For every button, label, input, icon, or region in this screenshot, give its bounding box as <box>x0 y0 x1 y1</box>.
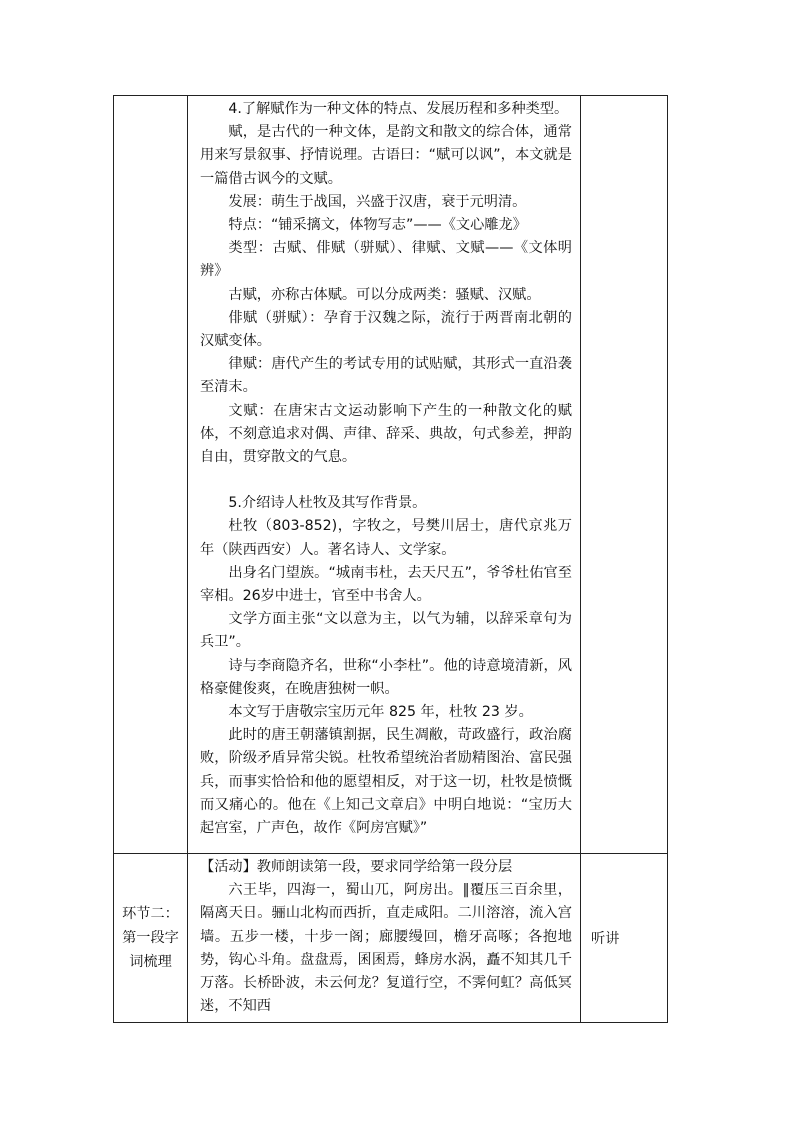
list-item: 诗与李商隐齐名，世称“小李杜”。他的诗意境清新，风格豪健俊爽，在晚唐独树一帜。 <box>200 657 572 697</box>
method-cell-empty <box>581 96 668 854</box>
table-row <box>114 96 668 854</box>
list-item: 文赋：在唐宋古文运动影响下产生的一种散文化的赋体，不刻意追求对偶、声律、辞采、典故，句式参差，押韵自由，贯穿散文的气息。 <box>200 402 572 466</box>
table-row <box>114 854 668 1023</box>
method-cell: 听讲 <box>581 854 668 1023</box>
spacer <box>200 469 572 492</box>
list-item: 杜牧（803-852)，字牧之，号樊川居士，唐代京兆万年（陕西西安）人。著名诗人、文学家。 <box>200 518 572 558</box>
content-cell <box>188 854 581 1023</box>
list-item: 特点：“铺采摛文，体物写志”——《文心雕龙》 <box>228 217 527 234</box>
passage-text: 六王毕，四海一，蜀山兀，阿房出。‖覆压三百余里，隔离天日。骊山北构而西折，直走咸阳。二川溶溶，流入宫墙。五步一楼，十步一阁；廊腰缦回，檐牙高啄；各抱地势，钩心斗角。盘盘焉，囷囷焉，蜂房水涡，矗不知其几千万落。长桥卧波，未云何龙？复道行空，不霁何虹？高低冥迷，不知西 <box>200 882 572 1015</box>
list-item: 赋，是古代的一种文体，是韵文和散文的综合体，通常用来写景叙事、抒情说理。古语曰：“赋可以讽”，本文就是一篇借古讽今的文赋。 <box>200 124 572 187</box>
stage-cell: 环节二：第一段字词梳理 <box>114 854 188 1023</box>
activity-heading: 【活动】教师朗读第一段，要求同学给第一段分层 <box>200 859 513 875</box>
list-item: 俳赋（骈赋）：孕育于汉魏之际，流行于两晋南北朝的汉赋变体。 <box>200 309 572 350</box>
list-item: 律赋：唐代产生的考试专用的试贴赋，其形式一直沿袭至清末。 <box>200 356 572 396</box>
list-item: 4.了解赋作为一种文体的特点、发展历程和多种类型。 <box>228 101 569 117</box>
list-item: 发展：萌生于战国，兴盛于汉唐，衰于元明清。 <box>228 193 527 210</box>
list-item: 此时的唐王朝藩镇割据，民生凋敝，苛政盛行，政治腐败，阶级矛盾异常尖锐。杜牧希望统治者励精图治、富民强兵，而事实恰恰和他的愿望相反，对于这一切，杜牧是愤慨而又痛心的。他在《上知己文章启》中明白地说：“宝历大起宫室，广声色，故作《阿房宫赋》” <box>200 727 572 837</box>
list-item: 本文写于唐敬宗宝历元年 825 年，杜牧 23 岁。 <box>228 704 533 721</box>
list-item: 文学方面主张“文以意为主，以气为辅，以辞采章句为兵卫”。 <box>200 611 572 651</box>
stage-cell-empty <box>114 96 188 854</box>
list-item: 出身名门望族。“城南韦杜，去天尺五”，爷爷杜佑官至宰相。26岁中进士，官至中书舍人。 <box>200 564 572 605</box>
list-item: 古赋，亦称古体赋。可以分成两类：骚赋、汉赋。 <box>228 286 541 303</box>
content-cell <box>188 96 581 854</box>
list-item: 类型：古赋、俳赋（骈赋）、律赋、文赋——《文体明辨》 <box>200 240 572 280</box>
lesson-plan-table <box>113 95 668 1023</box>
list-item: 5.介绍诗人杜牧及其写作背景。 <box>228 495 427 512</box>
